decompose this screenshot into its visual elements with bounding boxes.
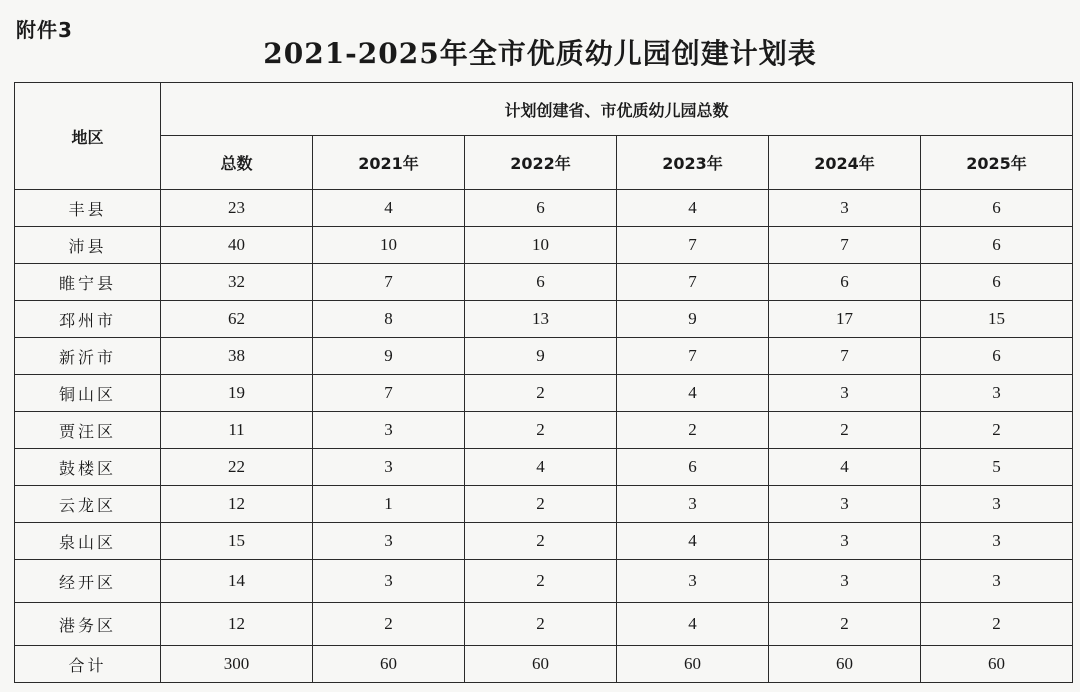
- year-cell: 2: [465, 486, 617, 523]
- total-cell: 62: [161, 301, 313, 338]
- year-cell: 2: [465, 375, 617, 412]
- region-cell: 泉山区: [15, 523, 161, 560]
- region-cell: 鼓楼区: [15, 449, 161, 486]
- year-cell: 3: [769, 560, 921, 603]
- year-cell: 2: [465, 412, 617, 449]
- year-cell: 3: [769, 486, 921, 523]
- year-cell: 6: [465, 264, 617, 301]
- year-cell: 5: [921, 449, 1073, 486]
- total-cell: 11: [161, 412, 313, 449]
- table-body: [15, 190, 1073, 683]
- total-cell: 14: [161, 560, 313, 603]
- year-cell: 3: [921, 560, 1073, 603]
- header-2024: 2024年: [769, 136, 921, 190]
- header-2021: 2021年: [313, 136, 465, 190]
- year-cell: 3: [313, 412, 465, 449]
- year-cell: 7: [769, 227, 921, 264]
- table-row: [15, 412, 1073, 449]
- total-cell: 300: [161, 646, 313, 683]
- year-cell: 6: [921, 227, 1073, 264]
- header-2023: 2023年: [617, 136, 769, 190]
- table-row: [15, 227, 1073, 264]
- year-cell: 6: [921, 190, 1073, 227]
- year-cell: 2: [465, 603, 617, 646]
- year-cell: 6: [465, 190, 617, 227]
- year-cell: 3: [769, 190, 921, 227]
- table-row: [15, 560, 1073, 603]
- year-cell: 2: [769, 603, 921, 646]
- total-cell: 22: [161, 449, 313, 486]
- year-cell: 3: [313, 449, 465, 486]
- year-cell: 3: [617, 486, 769, 523]
- year-cell: 3: [313, 560, 465, 603]
- year-cell: 4: [465, 449, 617, 486]
- region-cell: 铜山区: [15, 375, 161, 412]
- region-cell: 港务区: [15, 603, 161, 646]
- year-cell: 7: [617, 227, 769, 264]
- year-cell: 10: [313, 227, 465, 264]
- year-cell: 6: [921, 264, 1073, 301]
- plan-table: [14, 82, 1073, 683]
- year-cell: 7: [313, 264, 465, 301]
- year-cell: 6: [769, 264, 921, 301]
- year-cell: 2: [921, 412, 1073, 449]
- total-cell: 23: [161, 190, 313, 227]
- year-cell: 3: [313, 523, 465, 560]
- year-cell: 1: [313, 486, 465, 523]
- year-cell: 60: [313, 646, 465, 683]
- region-cell: 沛县: [15, 227, 161, 264]
- year-cell: 60: [465, 646, 617, 683]
- year-cell: 7: [617, 264, 769, 301]
- table-row: [15, 603, 1073, 646]
- year-cell: 3: [921, 486, 1073, 523]
- year-cell: 4: [617, 603, 769, 646]
- total-cell: 15: [161, 523, 313, 560]
- region-cell: 邳州市: [15, 301, 161, 338]
- year-cell: 2: [617, 412, 769, 449]
- table-row: [15, 486, 1073, 523]
- year-cell: 60: [921, 646, 1073, 683]
- year-cell: 60: [769, 646, 921, 683]
- year-cell: 7: [769, 338, 921, 375]
- region-cell: 睢宁县: [15, 264, 161, 301]
- region-cell: 新沂市: [15, 338, 161, 375]
- region-cell: 丰县: [15, 190, 161, 227]
- page-title: 2021-2025年全市优质幼儿园创建计划表: [263, 37, 817, 70]
- year-cell: 3: [769, 375, 921, 412]
- table-row: [15, 449, 1073, 486]
- year-cell: 60: [617, 646, 769, 683]
- header-2022: 2022年: [465, 136, 617, 190]
- year-cell: 4: [769, 449, 921, 486]
- table-row: [15, 646, 1073, 683]
- table-row: [15, 375, 1073, 412]
- region-cell: 经开区: [15, 560, 161, 603]
- region-cell: 云龙区: [15, 486, 161, 523]
- year-cell: 3: [921, 375, 1073, 412]
- attachment-label: 附件3: [16, 18, 73, 42]
- total-cell: 12: [161, 486, 313, 523]
- table-row: [15, 264, 1073, 301]
- year-cell: 9: [313, 338, 465, 375]
- year-cell: 4: [617, 190, 769, 227]
- table-row: [15, 190, 1073, 227]
- year-cell: 4: [617, 523, 769, 560]
- total-cell: 38: [161, 338, 313, 375]
- year-cell: 13: [465, 301, 617, 338]
- year-cell: 15: [921, 301, 1073, 338]
- year-cell: 10: [465, 227, 617, 264]
- region-cell: 贾汪区: [15, 412, 161, 449]
- total-cell: 32: [161, 264, 313, 301]
- year-cell: 17: [769, 301, 921, 338]
- header-group: 计划创建省、市优质幼儿园总数: [161, 83, 1073, 136]
- year-cell: 3: [921, 523, 1073, 560]
- header-region: 地区: [15, 83, 161, 190]
- total-cell: 40: [161, 227, 313, 264]
- total-cell: 19: [161, 375, 313, 412]
- table-row: [15, 523, 1073, 560]
- year-cell: 2: [921, 603, 1073, 646]
- header-total: 总数: [161, 136, 313, 190]
- year-cell: 9: [617, 301, 769, 338]
- year-cell: 3: [617, 560, 769, 603]
- year-cell: 7: [313, 375, 465, 412]
- year-cell: 2: [313, 603, 465, 646]
- year-cell: 8: [313, 301, 465, 338]
- total-cell: 12: [161, 603, 313, 646]
- year-cell: 9: [465, 338, 617, 375]
- year-cell: 6: [921, 338, 1073, 375]
- table-row: [15, 301, 1073, 338]
- year-cell: 7: [617, 338, 769, 375]
- table-row: [15, 338, 1073, 375]
- year-cell: 4: [313, 190, 465, 227]
- year-cell: 4: [617, 375, 769, 412]
- year-cell: 6: [617, 449, 769, 486]
- year-cell: 3: [769, 523, 921, 560]
- region-cell: 合计: [15, 646, 161, 683]
- year-cell: 2: [465, 560, 617, 603]
- year-cell: 2: [465, 523, 617, 560]
- header-2025: 2025年: [921, 136, 1073, 190]
- year-cell: 2: [769, 412, 921, 449]
